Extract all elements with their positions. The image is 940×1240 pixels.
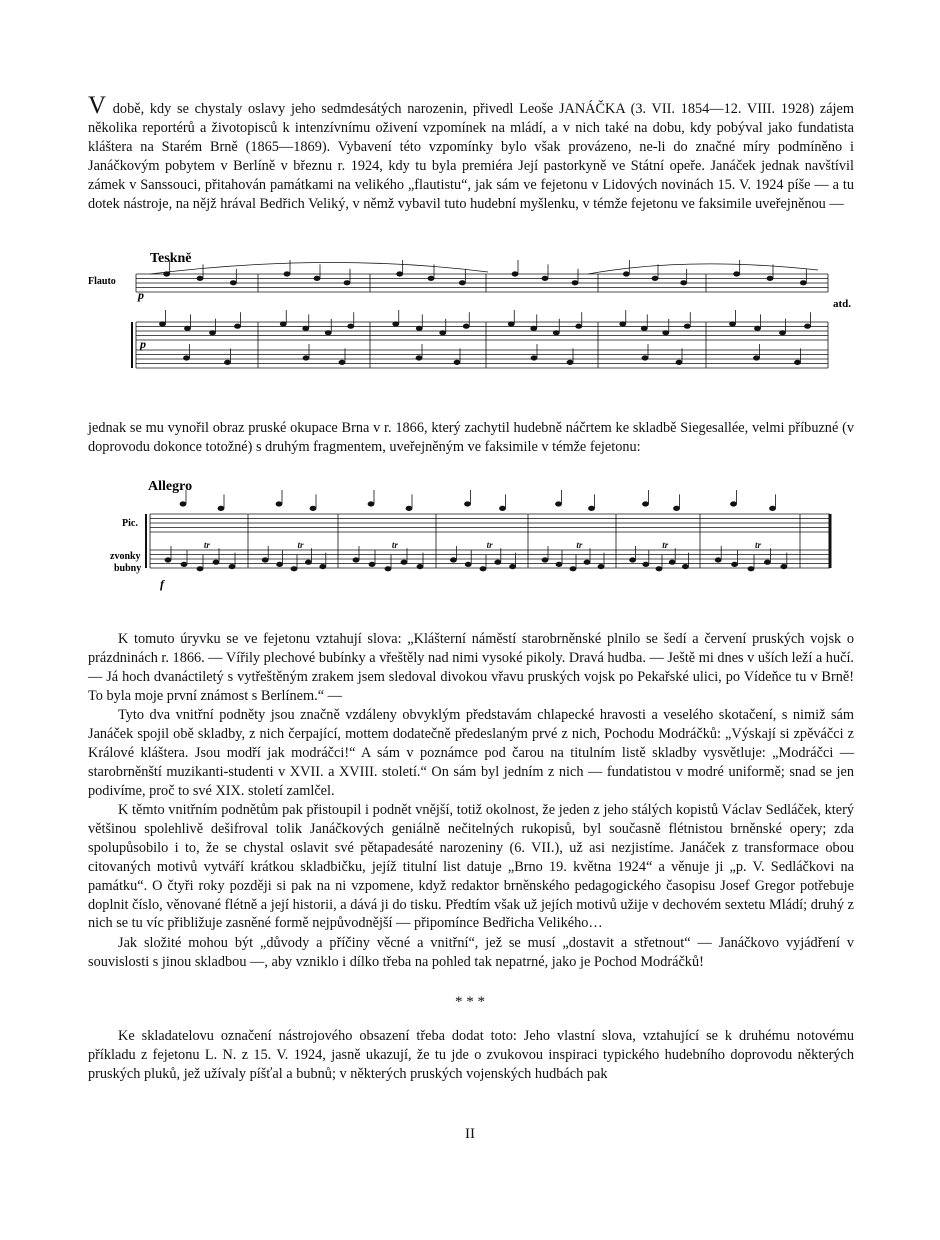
piano-l-m3-note	[531, 356, 537, 360]
piano-r-m5-note	[755, 326, 761, 330]
trill-mark: tr	[203, 540, 210, 550]
drum-m1-note	[320, 564, 326, 568]
drum-m3-note	[510, 564, 516, 568]
bridge-paragraph: jednak se mu vynořil obraz pruské okupace Brna v r. 1866, který zachytil hudebně náčrtem ke skladbě Siegesallée, velmi příbuzné (v doprovodu dokonce totožné) s druhým fragmentem, uveřejněným ve faksimile v témže fejetonu:	[88, 420, 854, 455]
piano-l-m4-note	[676, 360, 682, 364]
piano-r-m1-note	[303, 326, 309, 330]
trill-mark: tr	[486, 540, 493, 550]
flute-m0-note	[197, 276, 203, 280]
piano-r-m4-note	[684, 324, 690, 328]
tempo-marking-allegro: Allegro	[148, 479, 193, 494]
piano-r-m3-note	[508, 322, 514, 326]
piano-r-m0-note	[235, 324, 241, 328]
dynamic-forte: f	[160, 577, 164, 591]
drum-m0-note	[213, 560, 219, 564]
drum-m1-note	[291, 567, 297, 571]
instrument-label-drums: bubny	[114, 563, 142, 574]
drum-m0-note	[197, 567, 203, 571]
drum-m2-note	[417, 564, 423, 568]
tempo-marking: Teskně	[150, 251, 192, 266]
drum-m5-note	[669, 560, 675, 564]
piano-l-m2-note	[416, 356, 422, 360]
piccolo-m5-note	[643, 502, 649, 506]
score-flute-svg	[88, 244, 858, 394]
flute-m2-note	[428, 276, 434, 280]
piccolo-m0-note	[180, 502, 186, 506]
section-separator: * * *	[455, 994, 485, 1010]
drum-m3-note	[450, 558, 456, 562]
instrument-label-piccolo: Pic.	[122, 518, 138, 529]
piano-r-m0-note	[210, 331, 216, 335]
score-piccolo-svg	[88, 474, 858, 594]
piano-r-m3-note	[531, 326, 537, 330]
paragraph-1: K tomuto úryvku se ve fejetonu vztahují slova: „Klášterní náměstí starobrněnské plnilo se šedí a červení pruských vojsk o prázdninách r. 1866. — Vířily plechové bubínky a vřeštěly nad nimi vysoké pikoly. Dravá hudba. — Ještě mi dnes v uších leží a hučí. — Já hoch dvanáctiletý s vytřeštěným zrakem jsem sledoval divokou vřavu pruských vojsk po Pekařské ulici, po Vídeňce tu v Brně! To byla moje první známost s Berlínem.“ —	[88, 631, 854, 704]
flute-m2-note	[459, 281, 465, 285]
paragraph-2: Tyto dva vnitřní podněty jsou značně vzdáleny obvyklým představám chlapecké hravosti a veselého skotačení, s nimiž sám Janáček spojil obě skladby, z nich čerpající, mottem dodatečně předeslaným prvé z nich, Pochodu Modráčků: „Výskají si zpěváčci z Králové kláštera. Jsou modří jak modráčci!“ A sám v poznámce pod čarou na titulním listě skladby vysvětluje: „Modráčci — starobrněnští muzikanti-studenti v XVII. a XVIII. století.“ On sám byl jedním z nich — fundatistou v modré uniformě; snad se jen podivíme, proč to své XIX. století zamlčel.	[88, 707, 854, 799]
drum-m3-note	[495, 560, 501, 564]
piano-r-m2-note	[463, 324, 469, 328]
paragraph-4: Jak složité mohou být „důvody a příčiny věcné a vnitřní“, jež se musí „dostavit a střetnout“ — Janáčkovo vyjádření v souvislosti s jinou skladbou —, aby vzniklo i dílko třeba na pohled tak nepatrné, jako je Pochod Modráčků!	[88, 935, 854, 970]
piano-r-m5-note	[805, 324, 811, 328]
piccolo-m4-note	[589, 506, 595, 510]
drum-m5-note	[643, 562, 649, 566]
piano-r-m2-note	[393, 322, 399, 326]
piano-r-m1-note	[348, 324, 354, 328]
piano-l-m5-note	[754, 356, 760, 360]
piano-l-m0-note	[225, 360, 231, 364]
trill-mark: tr	[576, 540, 583, 550]
piano-r-m4-note	[641, 326, 647, 330]
drum-m4-note	[556, 562, 562, 566]
drum-m4-note	[570, 567, 576, 571]
piccolo-m2-note	[406, 506, 412, 510]
dynamic-flute: p	[138, 288, 144, 302]
trill-mark: tr	[662, 540, 669, 550]
drum-m4-note	[598, 564, 604, 568]
piccolo-m6-note	[731, 502, 737, 506]
drum-m5-note	[682, 564, 688, 568]
piano-l-m5-note	[795, 360, 801, 364]
music-example-flute	[88, 244, 858, 394]
flute-m1-note	[284, 272, 290, 276]
drum-m0-note	[229, 564, 235, 568]
drum-m6-note	[764, 560, 770, 564]
flute-m1-note	[314, 276, 320, 280]
piano-r-m2-note	[440, 331, 446, 335]
flute-m4-note	[652, 276, 658, 280]
drop-cap: V	[88, 92, 107, 119]
drum-m4-note	[584, 560, 590, 564]
slur-1	[150, 262, 488, 274]
piano-r-m0-note	[185, 326, 191, 330]
page-number: II	[465, 1126, 475, 1142]
trill-mark: tr	[391, 540, 398, 550]
piano-l-m1-note	[339, 360, 345, 364]
piano-r-m3-note	[576, 324, 582, 328]
piano-r-m4-note	[663, 331, 669, 335]
piano-r-m5-note	[730, 322, 736, 326]
slur-2	[588, 264, 818, 274]
drum-m2-note	[353, 558, 359, 562]
ending-marking: atd.	[833, 298, 852, 310]
piano-r-m4-note	[620, 322, 626, 326]
piano-l-m0-note	[184, 356, 190, 360]
drum-m5-note	[656, 567, 662, 571]
flute-m3-note	[542, 276, 548, 280]
drum-m1-note	[277, 562, 283, 566]
piccolo-m3-note	[500, 506, 506, 510]
trill-mark: tr	[297, 540, 304, 550]
drum-m4-note	[542, 558, 548, 562]
flute-m4-note	[681, 281, 687, 285]
piano-l-m1-note	[303, 356, 309, 360]
piano-r-m5-note	[780, 331, 786, 335]
drum-m0-note	[181, 562, 187, 566]
drum-m6-note	[748, 567, 754, 571]
dynamic-piano: p	[140, 337, 146, 351]
piccolo-m0-note	[218, 506, 224, 510]
drum-m6-note	[732, 562, 738, 566]
trill-mark: tr	[755, 540, 762, 550]
flute-m1-note	[344, 281, 350, 285]
drum-m1-note	[305, 560, 311, 564]
music-example-piccolo	[88, 474, 858, 594]
flute-m2-note	[397, 272, 403, 276]
piano-r-m1-note	[325, 331, 331, 335]
drum-m0-note	[165, 558, 171, 562]
piccolo-m1-note	[310, 506, 316, 510]
piano-l-m2-note	[454, 360, 460, 364]
flute-m3-note	[572, 281, 578, 285]
piccolo-m4-note	[556, 502, 562, 506]
piccolo-m3-note	[465, 502, 471, 506]
flute-m5-note	[734, 272, 740, 276]
piano-r-m2-note	[416, 326, 422, 330]
drum-m2-note	[401, 560, 407, 564]
drum-m2-note	[385, 567, 391, 571]
flute-m5-note	[800, 281, 806, 285]
piccolo-m5-note	[674, 506, 680, 510]
drum-m6-note	[715, 558, 721, 562]
paragraph-3: K těmto vnitřním podnětům pak přistoupil i podnět vnější, totiž okolnost, že jeden z jeho stálých kopistů Václav Sedláček, který většinou spolehlivě dešifroval tolik Janáčkových geniálně nečitelných rukopisů, byl současně flétnistou brněnské opery; zda spolupůsobilo i to, že se chystal oslavit své pětapadesáté narozeniny (6. VII.), už asi nezjistíme. Janáček z transformace obou citovaných motivů vytváří krátkou skladbičku, jejíž titulní list datuje „Brno 19. května 1924“ a věnuje ji „p. V. Sedláčkovi na památku“. O čtyři roky později si pak na ni vzpomene, když redaktor brněnského pedagogického časopisu Josef Gregor potřebuje doplnit číslo, věnované flétně a její historii, a dává ji do tisku. Předtím však už jejích motivů užije v dechovém sextetu Mládí; druhý z nich se tu víc přibližuje zasněné formě nejpůvodnější — připomínce Bedřicha Velikého…	[88, 802, 854, 932]
piano-r-m0-note	[160, 322, 166, 326]
drum-m5-note	[630, 558, 636, 562]
flute-m0-note	[230, 281, 236, 285]
flute-m3-note	[512, 272, 518, 276]
intro-paragraph	[88, 92, 854, 213]
instrument-label-bells: zvonky	[110, 551, 141, 562]
piccolo-m1-note	[276, 502, 282, 506]
piano-r-m3-note	[553, 331, 559, 335]
piccolo-m2-note	[368, 502, 374, 506]
drum-m6-note	[781, 564, 787, 568]
flute-m5-note	[767, 276, 773, 280]
drum-m2-note	[369, 562, 375, 566]
piccolo-m6-note	[770, 506, 776, 510]
piano-l-m3-note	[567, 360, 573, 364]
instrument-label-flute: Flauto	[88, 276, 116, 287]
piano-l-m4-note	[642, 356, 648, 360]
piano-r-m1-note	[280, 322, 286, 326]
drum-m3-note	[465, 562, 471, 566]
closing-paragraph: Ke skladatelovu označení nástrojového obsazení třeba dodat toto: Jeho vlastní slova, vztahující se k druhému notovému příkladu z fejetonu L. N. z 15. V. 1924, jasně ukazují, že tu jde o zvukovou inspiraci typického hudebního doprovodu některých pruských pluků, jež užívaly píšťal a bubnů; v některých pruských vojenských hudbách pak	[88, 1028, 854, 1082]
drum-m3-note	[480, 567, 486, 571]
drum-m1-note	[262, 558, 268, 562]
intro-text: době, kdy se chystaly oslavy jeho sedmdesátých narozenin, přivedl Leoše JANÁČKA (3. VII. 1854—12. VIII. 1928) zájem několika reportérů a životopisců k intenzívnímu oživení vzpomínek na mládí, a v nich také na dobu, kdy pobýval jako fundatista kláštera na Starém Brně (1865—1869). Vybavení této vzpomínky bylo však provázeno, ne-li do značné míry podmíněno i Janáčkovým pobytem v Berlíně v březnu r. 1924, kdy tu byla premiéra Její pastorkyně ve Státní opeře. Janáček jednak navštívil zámek v Sanssouci, přitahován památkami na velikého „flautistu“, jak sám ve fejetonu v Lidových novinách 15. V. 1924 píše — a tu dotek nástroje, na nějž hrával Bedřich Veliký, v němž vybavil tuto hudební myšlenku, v témže fejetonu ve faksimile uveřejněnou —	[88, 101, 854, 212]
flute-m4-note	[623, 272, 629, 276]
